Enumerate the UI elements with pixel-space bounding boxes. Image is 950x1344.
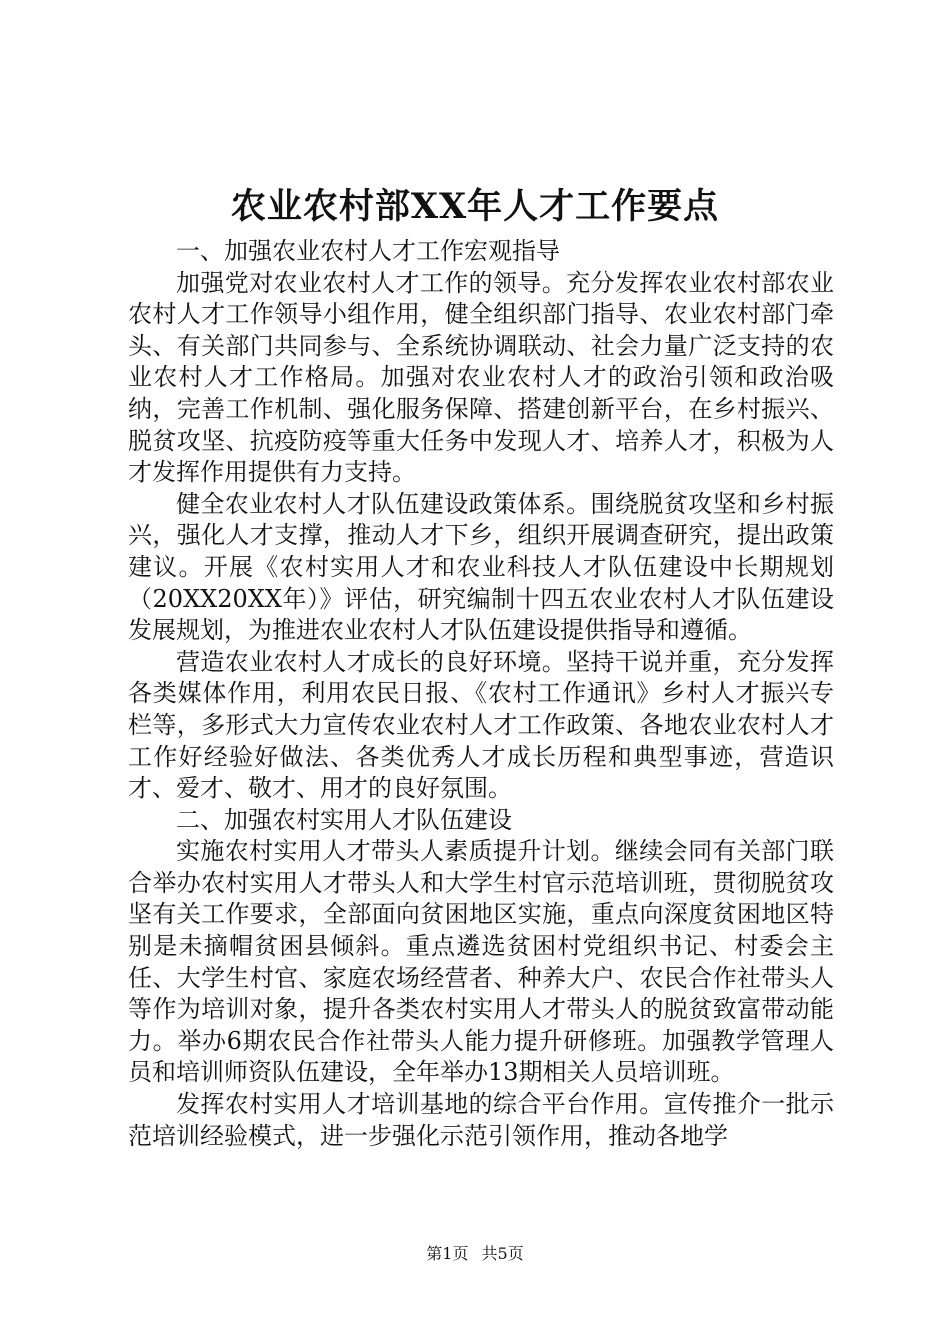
document-body bbox=[128, 236, 834, 1152]
document-title: 农业农村部XX年人才工作要点 bbox=[230, 186, 720, 227]
section-heading: 二、加强农村实用人才队伍建设 bbox=[176, 805, 512, 834]
body-paragraph: 实施农村实用人才带头人素质提升计划。继续会同有关部门联合举办农村实用人才带头人和大学生村官示范培训班，贯彻脱贫攻坚有关工作要求，全部面向贫困地区实施，重点向深度贫困地区特别是未摘帽贫困县倾斜。重点遴选贫困村党组织书记、村委会主任、大学生村官、家庭农场经营者、种养大户、农民合作社带头人等作为培训对象，提升各类农村实用人才带头人的脱贫致富带动能力。举办6期农民合作社带头人能力提升研修班。加强教学管理人员和培训师资队伍建设，全年举办13期相关人员培训班。 bbox=[128, 837, 834, 1087]
body-paragraph: 加强党对农业农村人才工作的领导。充分发挥农业农村部农业农村人才工作领导小组作用，健全组织部门指导、农业农村部门牵头、有关部门共同参与、全系统协调联动、社会力量广泛支持的农业农村人才工作格局。加强对农业农村人才的政治引领和政治吸纳，完善工作机制、强化服务保障、搭建创新平台，在乡村振兴、脱贫攻坚、抗疫防疫等重大任务中发现人才、培养人才，积极为人才发挥作用提供有力支持。 bbox=[128, 268, 834, 487]
page-footer bbox=[0, 1243, 950, 1265]
body-paragraph: 营造农业农村人才成长的良好环境。坚持干说并重，充分发挥各类媒体作用，利用农民日报、《农村工作通讯》乡村人才振兴专栏等，多形式大力宣传农业农村人才工作政策、各地农业农村人才工作好经验好做法、各类优秀人才成长历程和典型事迹，营造识才、爱才、敬才、用才的良好氛围。 bbox=[128, 647, 834, 803]
body-paragraph: 发挥农村实用人才培训基地的综合平台作用。宣传推介一批示范培训经验模式，进一步强化示范引领作用，推动各地学 bbox=[128, 1090, 834, 1150]
page-total: 共5页 bbox=[481, 1244, 524, 1263]
page-number: 第1页 bbox=[426, 1244, 469, 1263]
body-paragraph: 健全农业农村人才队伍建设政策体系。围绕脱贫攻坚和乡村振兴，强化人才支撑，推动人才下乡，组织开展调查研究，提出政策建议。开展《农村实用人才和农业科技人才队伍建设中长期规划（20XX20XX年）》评估，研究编制十四五农业农村人才队伍建设发展规划，为推进农业农村人才队伍建设提供指导和遵循。 bbox=[128, 489, 834, 645]
section-heading: 一、加强农业农村人才工作宏观指导 bbox=[176, 237, 560, 265]
